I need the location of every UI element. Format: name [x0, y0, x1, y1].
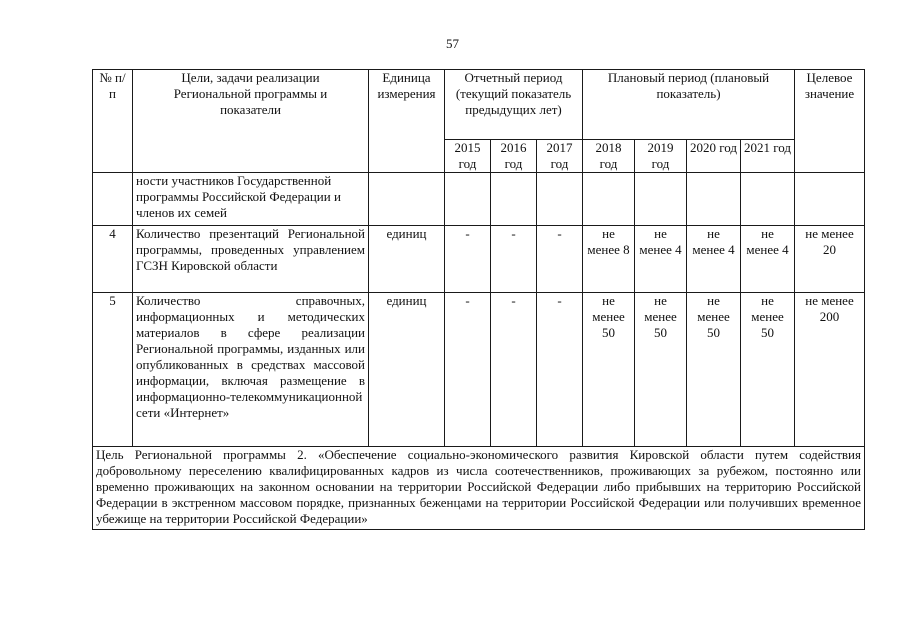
table-row	[93, 293, 865, 447]
row-planned-value: не менее 4	[635, 226, 687, 293]
row-target-value: не менее 20	[795, 226, 865, 293]
goal-row	[93, 447, 865, 530]
row-reporting-value: -	[445, 293, 491, 447]
row-planned-value: не менее 4	[687, 226, 741, 293]
row-indicator-text: Количество презентаций Региональной программы, проведенных управлением ГСЗН Кировской области	[133, 226, 369, 293]
header-year: 2018 год	[583, 140, 635, 173]
row-num: 5	[93, 293, 133, 447]
header-unit: Единица измерения	[369, 70, 445, 173]
row-reporting-value: -	[537, 293, 583, 447]
header-year: 2015 год	[445, 140, 491, 173]
row-planned-value: не менее 50	[635, 293, 687, 447]
row-indicator-text: Количество справочных, информационных и методических материалов в сфере реализации Региональной программы, изданных или опубликованных в средствах массовой информации, включая размещение в информационно-телекоммуникационной сети «Интернет»	[133, 293, 369, 447]
row-planned-value: не менее 4	[741, 226, 795, 293]
row-num: 4	[93, 226, 133, 293]
header-year: 2021 год	[741, 140, 795, 173]
row-reporting-value: -	[491, 226, 537, 293]
header-target-value: Целевое значение	[795, 70, 865, 173]
continuation-text: ности участников Государственной программы Российской Федерации и членов их семей	[133, 173, 369, 226]
row-planned-value: не менее 8	[583, 226, 635, 293]
table-row	[93, 226, 865, 293]
header-year: 2020 год	[687, 140, 741, 173]
header-num: № п/п	[93, 70, 133, 173]
row-planned-value: не менее 50	[687, 293, 741, 447]
row-reporting-value: -	[445, 226, 491, 293]
header-planned-period: Плановый период (плановый показатель)	[583, 70, 795, 140]
row-target-value: не менее 200	[795, 293, 865, 447]
goal-text: Цель Региональной программы 2. «Обеспечение социально-экономического развития Кировской области путем содействия добровольному переселению квалифицированных кадров из числа соотечественников, проживающих за рубежом, постоянно или временно проживающих на законном основании на территории Российской Федерации либо прибывших на территорию Российской Федерации в экстренном массовом порядке, признанных беженцами на территории Российской Федерации или получивших временное убежище на территории Российской Федерации»	[93, 447, 865, 530]
header-row	[93, 70, 865, 140]
row-planned-value: не менее 50	[583, 293, 635, 447]
header-goals: Цели, задачи реализации Региональной программы и показатели	[133, 70, 369, 173]
continuation-row	[93, 173, 865, 226]
row-reporting-value: -	[537, 226, 583, 293]
indicators-table	[92, 69, 865, 530]
row-unit: единиц	[369, 226, 445, 293]
header-year: 2019 год	[635, 140, 687, 173]
row-unit: единиц	[369, 293, 445, 447]
row-planned-value: не менее 50	[741, 293, 795, 447]
header-year: 2017 год	[537, 140, 583, 173]
header-reporting-period: Отчетный период (текущий показатель предыдущих лет)	[445, 70, 583, 140]
row-reporting-value: -	[491, 293, 537, 447]
page-number: 57	[446, 36, 459, 51]
header-year: 2016 год	[491, 140, 537, 173]
